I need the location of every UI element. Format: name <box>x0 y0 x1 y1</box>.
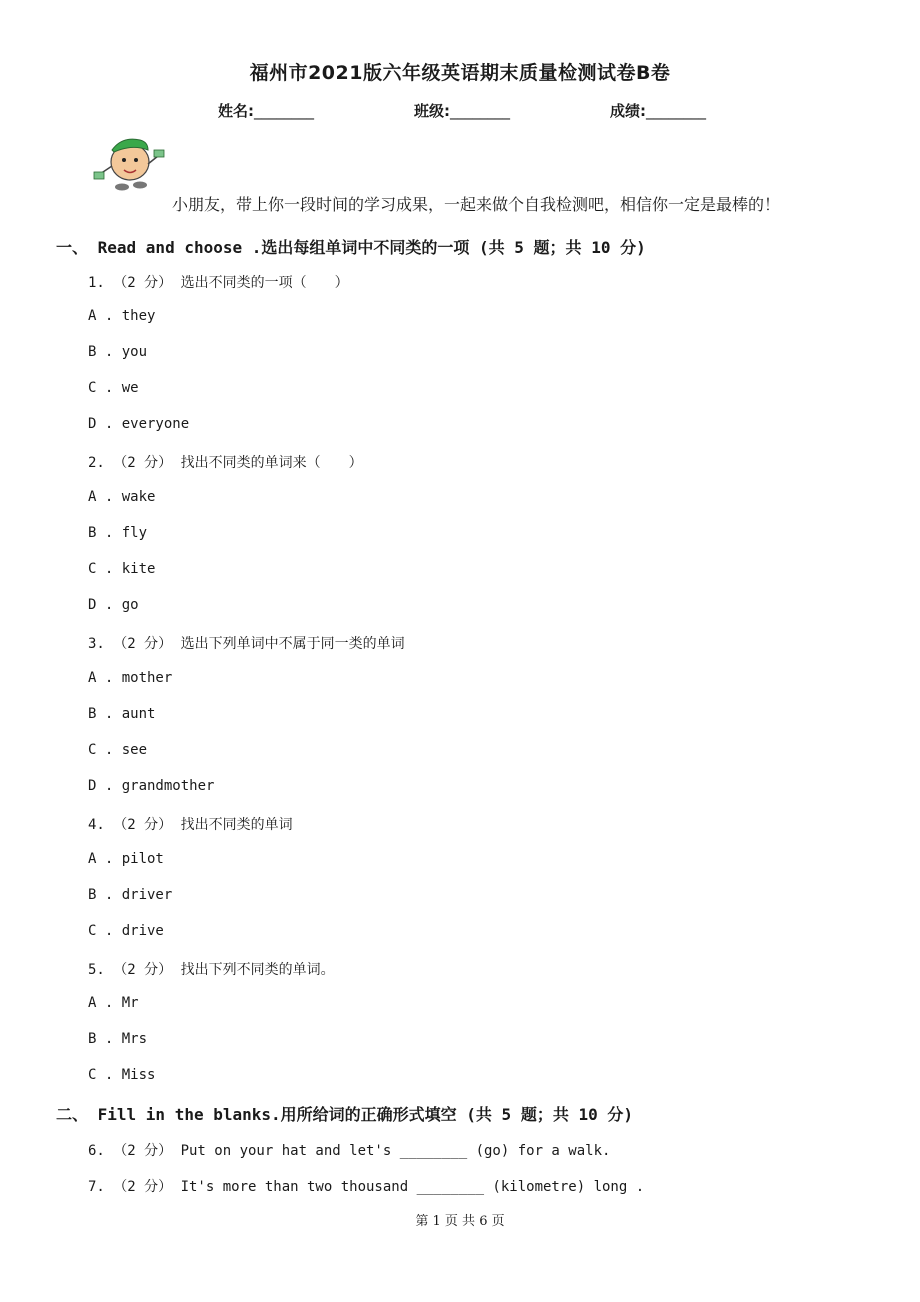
question-5-option-a: A . Mr <box>88 995 139 1011</box>
question-4-option-b: B . driver <box>88 887 173 903</box>
question-1-option-b: B . you <box>88 344 148 360</box>
cartoon-kid-mascot-icon <box>92 130 168 196</box>
question-6-stem: 6. （2 分） Put on your hat and let's ________ (go) for a walk. <box>88 1143 611 1159</box>
question-3-option-b: B . aunt <box>88 706 156 722</box>
score-label: 成绩: <box>610 102 646 120</box>
question-5-option-c: C . Miss <box>88 1067 156 1083</box>
encouragement-text: 小朋友，带上你一段时间的学习成果，一起来做个自我检测吧，相信你一定是最棒的！ <box>172 195 781 214</box>
question-2-stem: 2. （2 分） 找出不同类的单词来（ ） <box>88 455 363 471</box>
question-1-option-c: C . we <box>88 380 139 396</box>
question-7-stem: 7. （2 分） It's more than two thousand ________ (kilometre) long . <box>88 1179 645 1195</box>
question-3-stem: 3. （2 分） 选出下列单词中不属于同一类的单词 <box>88 636 405 652</box>
class-label: 班级: <box>414 102 450 120</box>
question-4-stem: 4. （2 分） 找出不同类的单词 <box>88 817 293 833</box>
class-blank: ________ <box>450 102 510 120</box>
section-heading-2: 二、 Fill in the blanks.用所给词的正确形式填空 (共 5 题；共 10 分) <box>56 1105 633 1124</box>
section-heading-1: 一、 Read and choose .选出每组单词中不同类的一项 (共 5 题；共 10 分) <box>56 238 646 257</box>
score-field <box>610 100 706 121</box>
question-2-option-b: B . fly <box>88 525 148 541</box>
question-3-option-c: C . see <box>88 742 148 758</box>
question-1-option-a: A . they <box>88 308 156 324</box>
question-5-option-b: B . Mrs <box>88 1031 148 1047</box>
question-1-option-d: D . everyone <box>88 416 190 432</box>
question-2-option-a: A . wake <box>88 489 156 505</box>
question-5-stem: 5. （2 分） 找出下列不同类的单词。 <box>88 962 335 978</box>
class-field <box>414 100 510 121</box>
question-3-option-a: A . mother <box>88 670 173 686</box>
name-field <box>218 100 314 121</box>
question-4-option-c: C . drive <box>88 923 164 939</box>
question-2-option-d: D . go <box>88 597 139 613</box>
page-title: 福州市2021版六年级英语期末质量检测试卷B卷 <box>249 62 671 84</box>
page-footer: 第 1 页 共 6 页 <box>415 1214 505 1229</box>
question-2-option-c: C . kite <box>88 561 156 577</box>
question-4-option-a: A . pilot <box>88 851 164 867</box>
name-blank: ________ <box>254 102 314 120</box>
name-label: 姓名: <box>218 102 254 120</box>
score-blank: ________ <box>646 102 706 120</box>
question-3-option-d: D . grandmother <box>88 778 215 794</box>
question-1-stem: 1. （2 分） 选出不同类的一项（ ） <box>88 275 349 291</box>
